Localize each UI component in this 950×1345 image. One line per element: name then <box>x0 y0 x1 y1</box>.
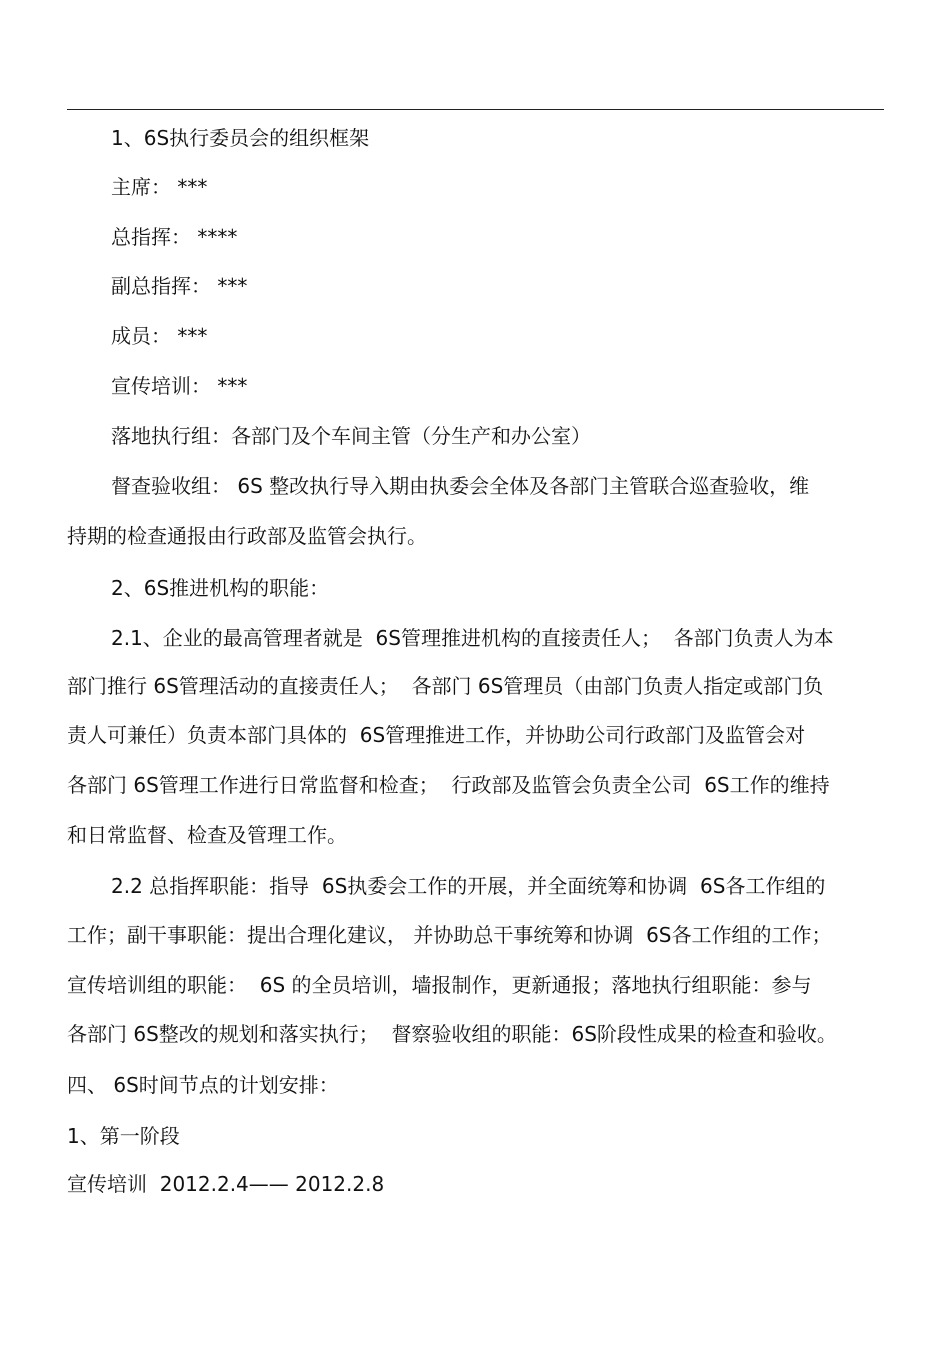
publicity-training-line: 宣传培训： *** <box>111 374 248 398</box>
paragraph-line: 2.2 总指挥职能：指导 6S执委会工作的开展，并全面统筹和协调 6S各工作组的 <box>111 874 826 898</box>
execution-group-line: 落地执行组：各部门及个车间主管（分生产和办公室） <box>111 424 591 448</box>
paragraph-line: 各部门 6S管理工作进行日常监督和检查； 行政部及监管会负责全公司 6S工作的维持 <box>67 773 830 797</box>
deputy-commander-line: 副总指挥： *** <box>111 274 248 298</box>
chairman-line: 主席： *** <box>111 175 208 199</box>
paragraph-line: 和日常监督、检查及管理工作。 <box>67 823 347 847</box>
section-heading-1: 1、6S执行委员会的组织框架 <box>111 126 370 150</box>
paragraph-line: 持期的检查通报由行政部及监管会执行。 <box>67 524 427 548</box>
paragraph-line: 工作；副干事职能：提出合理化建议， 并协助总干事统筹和协调 6S各工作组的工作； <box>67 923 832 947</box>
paragraph-line: 2.1、企业的最高管理者就是 6S管理推进机构的直接责任人； 各部门负责人为本 <box>111 626 834 650</box>
members-line: 成员： *** <box>111 324 208 348</box>
paragraph-line: 督查验收组： 6S 整改执行导入期由执委会全体及各部门主管联合巡查验收，维 <box>111 474 810 498</box>
section-heading-2: 2、6S推进机构的职能： <box>111 576 330 600</box>
commander-line: 总指挥： **** <box>111 225 238 249</box>
paragraph-line: 宣传培训组的职能： 6S 的全员培训，墙报制作，更新通报；落地执行组职能：参与 <box>67 973 812 997</box>
paragraph-line: 部门推行 6S管理活动的直接责任人； 各部门 6S管理员（由部门负责人指定或部门负 <box>67 674 824 698</box>
paragraph-line: 责人可兼任）负责本部门具体的 6S管理推进工作，并协助公司行政部门及监管会对 <box>67 723 806 747</box>
paragraph-line: 各部门 6S整改的规划和落实执行； 督察验收组的职能：6S阶段性成果的检查和验收。 <box>67 1022 837 1046</box>
header-rule <box>67 109 884 110</box>
section-heading-4: 四、 6S时间节点的计划安排： <box>67 1073 339 1097</box>
phase-heading: 1、第一阶段 <box>67 1124 180 1148</box>
schedule-line: 宣传培训 2012.2.4—— 2012.2.8 <box>67 1172 385 1196</box>
